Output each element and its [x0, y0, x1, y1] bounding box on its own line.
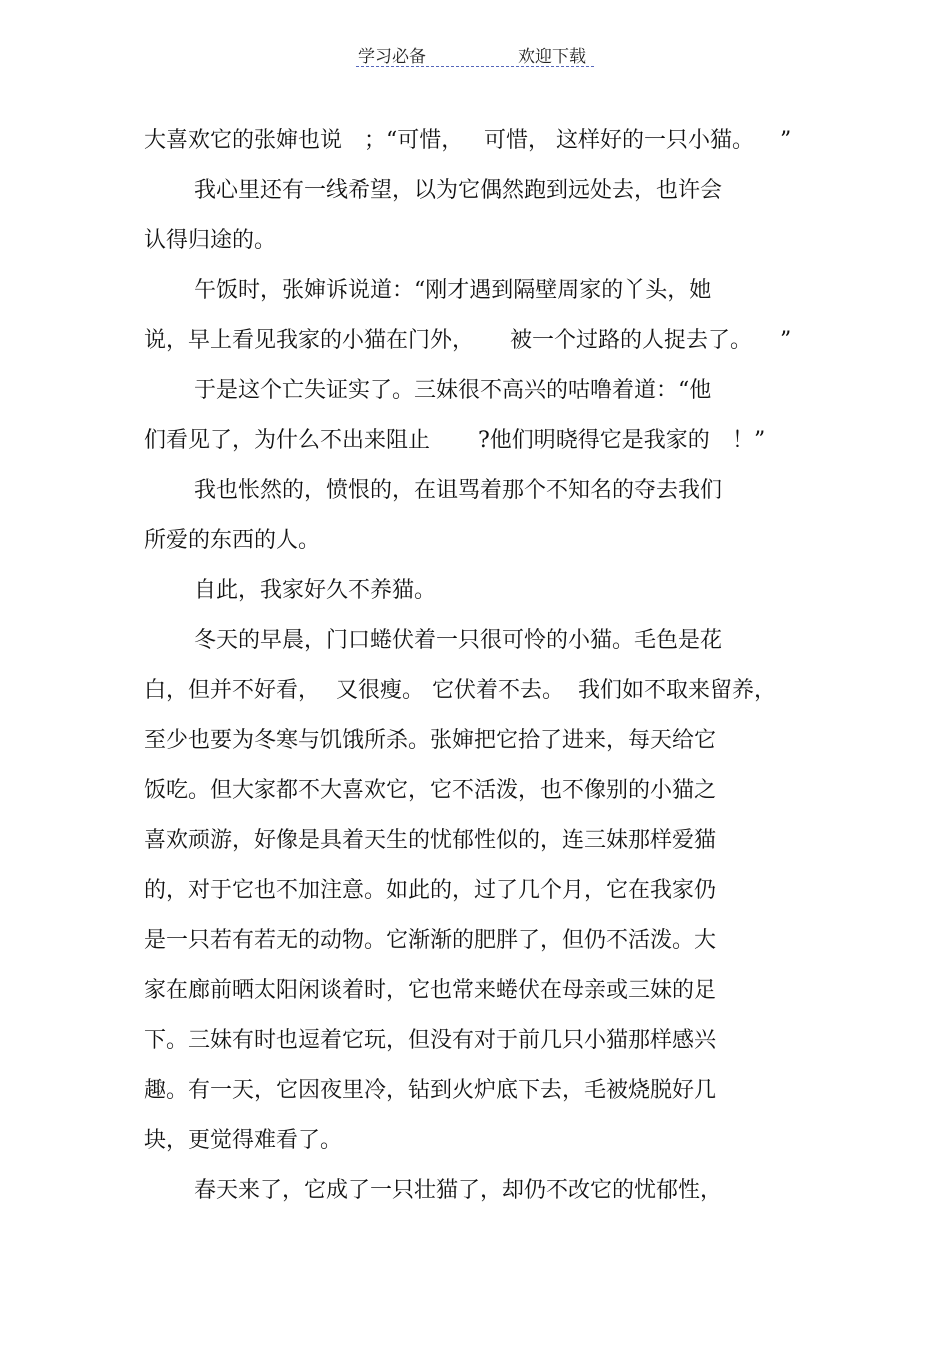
text-segment: 至少也要为冬寒与饥饿所杀。张婶把它拾了进来，每天给它	[144, 728, 717, 753]
text-line	[0, 621, 950, 661]
text-segment: 冬天的早晨，门口蜷伏着一只很可怜的小猫。毛色是花	[194, 628, 723, 653]
header-right-text: 欢迎下载	[518, 47, 586, 67]
text-line	[0, 521, 950, 561]
text-line	[0, 171, 950, 211]
text-segment: ?他们明晓得它是我家的	[478, 428, 710, 453]
text-segment: 白，但并不好看，	[144, 678, 321, 703]
text-segment: 我心里还有一线希望，以为它偶然跑到远处去，也许会	[194, 178, 723, 203]
text-segment: 块，更觉得难看了。	[144, 1128, 343, 1153]
text-segment: 们看见了，为什么不出来阻止	[144, 428, 431, 453]
text-segment: ！”	[732, 428, 766, 453]
text-segment: 饭吃。但大家都不大喜欢它，它不活泼，也不像别的小猫之	[144, 778, 717, 803]
text-segment: ”	[780, 328, 792, 353]
text-line	[0, 421, 950, 461]
text-line	[0, 571, 950, 611]
text-line	[0, 371, 950, 411]
text-segment: 的，对于它也不加注意。如此的，过了几个月，它在我家仍	[144, 878, 717, 903]
text-line	[0, 121, 950, 161]
text-segment: 趣。有一天，它因夜里冷，钻到火炉底下去，毛被烧脱好几	[144, 1078, 717, 1103]
text-line	[0, 671, 950, 711]
text-line	[0, 1071, 950, 1111]
text-segment: 这样好的一只小猫。	[556, 128, 755, 153]
text-segment: ”	[780, 128, 792, 153]
text-line	[0, 321, 950, 361]
page-header	[356, 38, 594, 67]
text-line	[0, 471, 950, 511]
text-segment: 是一只若有若无的动物。它渐渐的肥胖了，但仍不活泼。大	[144, 928, 717, 953]
text-segment: 所爱的东西的人。	[144, 528, 321, 553]
text-line	[0, 921, 950, 961]
text-segment: 说，早上看见我家的小猫在门外，	[144, 328, 475, 353]
text-segment: 喜欢顽游，好像是具着天生的忧郁性似的，连三妹那样爱猫	[144, 828, 717, 853]
header-left-text: 学习必备	[358, 47, 426, 67]
text-segment: 自此，我家好久不养猫。	[194, 578, 437, 603]
text-segment: 认得归途的。	[144, 228, 277, 253]
text-line	[0, 1121, 950, 1161]
text-line	[0, 221, 950, 261]
text-segment: 被一个过路的人捉去了。	[510, 328, 753, 353]
text-segment: 下。三妹有时也逗着它玩，但没有对于前几只小猫那样感兴	[144, 1028, 717, 1053]
text-segment: 春天来了，它成了一只壮猫了，却仍不改它的忧郁性，	[194, 1178, 723, 1203]
text-segment: 又很瘦。	[336, 678, 425, 703]
text-segment: 我们如不取来留养，	[578, 678, 777, 703]
text-line	[0, 1171, 950, 1211]
text-segment: 它伏着不去。	[432, 678, 565, 703]
text-line	[0, 971, 950, 1011]
text-segment: ；“可惜，	[364, 128, 464, 153]
text-segment: 可惜，	[484, 128, 551, 153]
text-line	[0, 271, 950, 311]
text-segment: 家在廊前晒太阳闲谈着时，它也常来蜷伏在母亲或三妹的足	[144, 978, 717, 1003]
text-line	[0, 821, 950, 861]
text-segment: 午饭时，张婶诉说道：“刚才遇到隔壁周家的丫头，她	[194, 278, 712, 303]
text-line	[0, 771, 950, 811]
text-segment: 于是这个亡失证实了。三妹很不高兴的咕噜着道：“他	[194, 378, 712, 403]
text-segment: 我也怅然的，愤恨的，在诅骂着那个不知名的夺去我们	[194, 478, 723, 503]
text-line	[0, 1021, 950, 1061]
text-segment: 大喜欢它的张婶也说	[144, 128, 343, 153]
text-line	[0, 871, 950, 911]
text-line	[0, 721, 950, 761]
